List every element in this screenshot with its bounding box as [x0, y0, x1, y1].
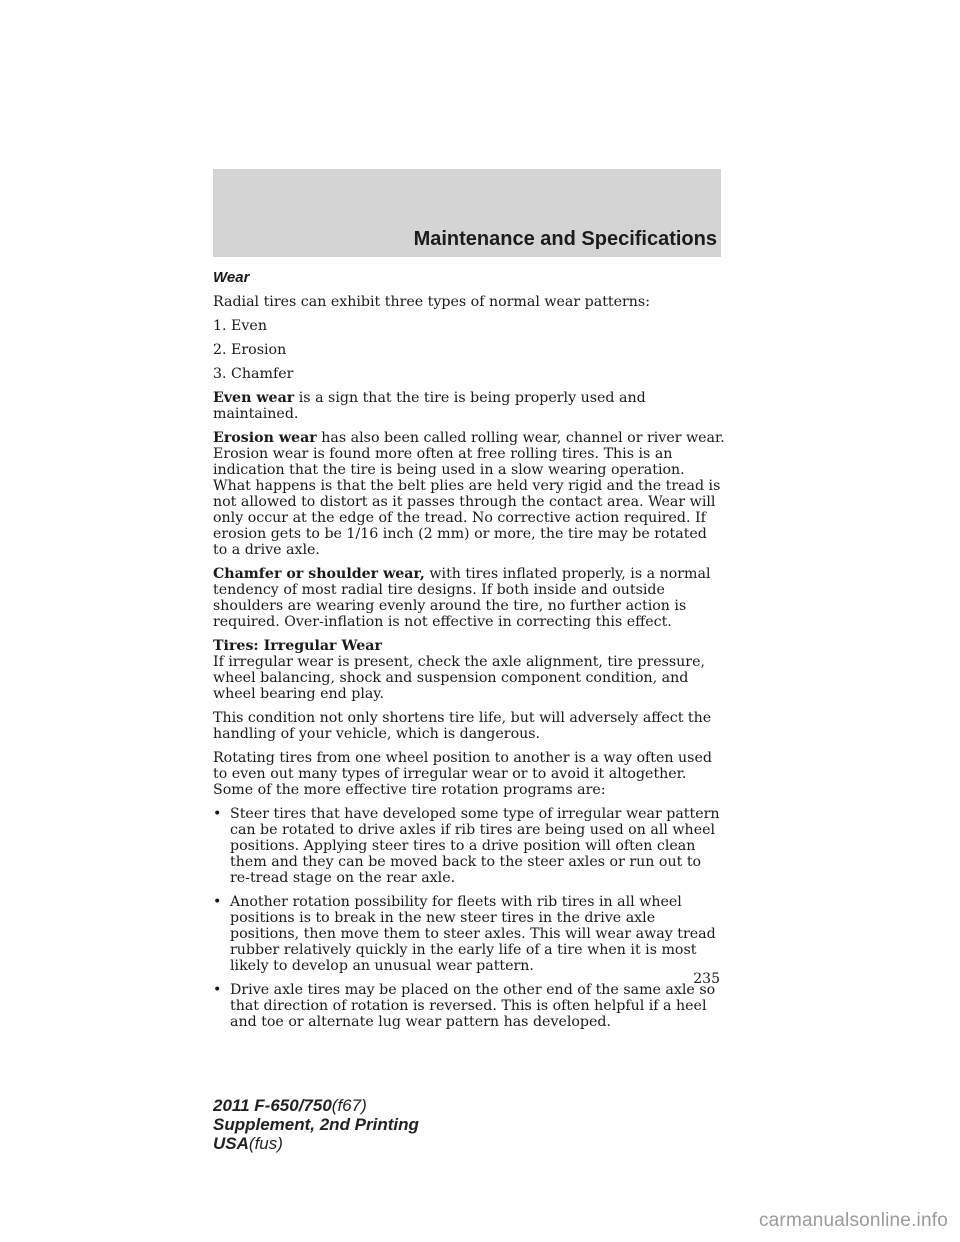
page-body — [213, 269, 725, 1038]
even-wear-term: Even wear — [213, 390, 295, 406]
list-item: 2. Erosion — [213, 342, 287, 358]
bullet-icon: • — [213, 806, 222, 822]
section-title: Maintenance and Specifications — [413, 228, 717, 250]
list-item — [213, 894, 725, 974]
list-item — [213, 806, 725, 886]
section-header — [213, 169, 721, 257]
footer-market: USA — [213, 1134, 249, 1153]
rotation-paragraph: Rotating tires from one wheel position to another is a way often used to even out many types of irregular wear or to avoid it altogether. Some of the more effective tire rotation programs are: — [213, 750, 712, 798]
wear-heading: Wear — [213, 269, 250, 286]
rotation-programs-list — [213, 806, 725, 1030]
erosion-wear-text: has also been called rolling wear, channel or river wear. Erosion wear is found more often at free rolling tires. This is an indication that the tire is being used in a slow wearing operation. What happens is that the belt plies are held very rigid and the tread is not allowed to distort as it passes through the contact area. Wear will only occur at the edge of the tread. No corrective action required. If erosion gets to be 1/16 inch (2 mm) or more, the tire may be rotated to a drive axle. — [213, 430, 725, 558]
page-number: 235 — [693, 971, 720, 987]
even-wear-text: is a sign that the tire is being properly used and maintained. — [213, 390, 646, 422]
erosion-wear-paragraph — [213, 430, 725, 558]
bullet-text: Drive axle tires may be placed on the other end of the same axle so that direction of rotation is reversed. This is often helpful if a heel and toe or alternate lug wear pattern has developed. — [230, 982, 716, 1030]
chamfer-wear-paragraph — [213, 566, 725, 630]
wear-intro: Radial tires can exhibit three types of normal wear patterns: — [213, 294, 650, 310]
irregular-wear-heading: Tires: Irregular Wear — [213, 638, 382, 654]
condition-paragraph: This condition not only shortens tire life, but will adversely affect the handling of your vehicle, which is dangerous. — [213, 710, 712, 742]
footer-line-1 — [213, 1096, 419, 1115]
footer — [213, 1096, 419, 1153]
bullet-icon: • — [213, 982, 222, 998]
bullet-text: Another rotation possibility for fleets with rib tires in all wheel positions is to break in the new steer tires in the drive axle positions, then move them to steer axles. This will wear away tread rubber relatively quickly in the early life of a tire when it is most likely to develop an unusual wear pattern. — [230, 894, 716, 974]
chamfer-wear-text: with tires inflated properly, is a normal tendency of most radial tire designs. If both inside and outside shoulders are wearing evenly around the tire, no further action is required. Over-inflation is not effective in correcting this effect. — [213, 566, 711, 630]
footer-market-code: (fus) — [248, 1134, 283, 1153]
bullet-icon: • — [213, 894, 222, 910]
list-item: 1. Even — [213, 318, 267, 334]
irregular-wear-paragraph: If irregular wear is present, check the axle alignment, tire pressure, wheel balancing, shock and suspension component condition, and wheel bearing end play. — [213, 654, 705, 702]
watermark: carmanualsonline.info — [758, 1210, 948, 1231]
footer-model: 2011 F-650/750 — [213, 1096, 332, 1115]
footer-model-code: (f67) — [331, 1096, 367, 1115]
bullet-text: Steer tires that have developed some type of irregular wear pattern can be rotated to drive axles if rib tires are being used on all wheel positions. Applying steer tires to a drive position will often clean them and they can be moved back to the steer axles or run out to re-tread stage on the rear axle. — [230, 806, 720, 886]
list-item — [213, 982, 725, 1030]
erosion-wear-term: Erosion wear — [213, 430, 317, 446]
chamfer-wear-term: Chamfer or shoulder wear, — [213, 566, 425, 582]
footer-line-2: Supplement, 2nd Printing — [213, 1115, 419, 1134]
even-wear-paragraph — [213, 390, 725, 422]
footer-line-3 — [213, 1134, 419, 1153]
list-item: 3. Chamfer — [213, 366, 294, 382]
